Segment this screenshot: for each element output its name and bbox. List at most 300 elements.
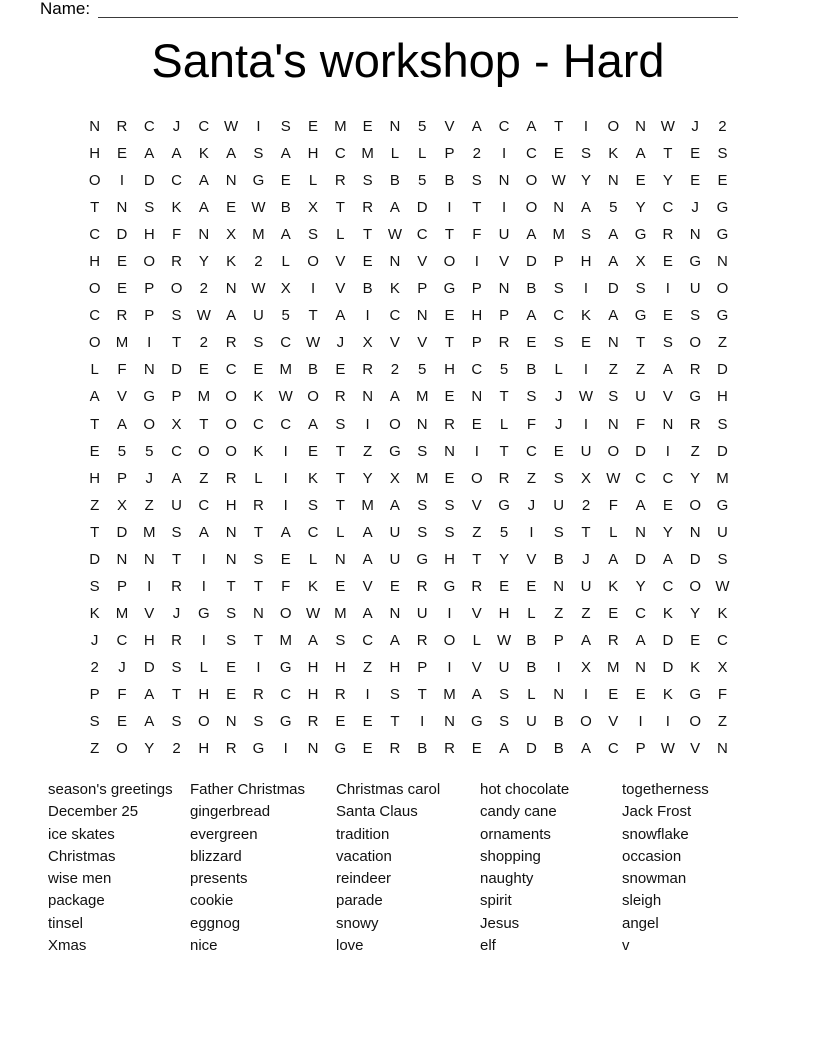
grid-cell: W xyxy=(251,280,266,298)
grid-cell: S xyxy=(580,145,591,163)
grid-cell: S xyxy=(608,388,619,406)
grid-cell: E xyxy=(389,577,400,595)
grid-cell: W xyxy=(278,388,293,406)
grid-cell: O xyxy=(443,631,456,649)
word-list-item: cookie xyxy=(190,892,234,910)
grid-cell: T xyxy=(335,496,345,514)
grid-cell: S xyxy=(553,280,564,298)
grid-cell: G xyxy=(334,740,347,758)
grid-cell: I xyxy=(447,658,452,676)
grid-cell: C xyxy=(635,604,646,622)
grid-cell: F xyxy=(526,415,536,433)
grid-cell: D xyxy=(89,550,101,568)
grid-cell: H xyxy=(307,145,319,163)
grid-cell: M xyxy=(142,523,156,541)
grid-cell: U xyxy=(416,604,428,622)
grid-cell: N xyxy=(635,523,646,541)
word-list-item: Santa Claus xyxy=(336,803,418,821)
grid-cell: K xyxy=(389,280,400,298)
grid-cell: L xyxy=(390,145,400,163)
grid-cell: A xyxy=(526,118,537,136)
grid-cell: Z xyxy=(144,496,154,514)
grid-cell: U xyxy=(580,442,592,460)
grid-cell: H xyxy=(444,361,455,379)
grid-cell: V xyxy=(417,253,428,271)
grid-cell: A xyxy=(198,172,209,190)
grid-cell: T xyxy=(253,523,264,541)
grid-cell: I xyxy=(556,658,561,676)
grid-cell: F xyxy=(171,226,182,244)
grid-cell: R xyxy=(334,388,346,406)
grid-cell: O xyxy=(307,253,319,271)
grid-cell: 2 xyxy=(199,334,208,352)
grid-cell: Z xyxy=(90,496,100,514)
grid-cell: N xyxy=(607,334,619,352)
grid-cell: E xyxy=(526,577,537,595)
grid-cell: K xyxy=(89,604,100,622)
grid-cell: D xyxy=(143,658,155,676)
grid-cell: P xyxy=(144,280,155,298)
grid-cell: M xyxy=(115,604,129,622)
grid-cell: A xyxy=(526,226,537,244)
grid-cell: S xyxy=(417,523,428,541)
grid-cell: O xyxy=(88,334,101,352)
grid-cell: I xyxy=(583,686,589,703)
grid-cell: D xyxy=(116,226,128,244)
grid-cell: S xyxy=(253,713,264,731)
grid-cell: K xyxy=(717,604,728,622)
grid-cell: Z xyxy=(90,740,100,758)
grid-cell: A xyxy=(171,145,182,163)
grid-cell: N xyxy=(607,172,619,190)
grid-cell: H xyxy=(717,388,728,406)
grid-cell: 5 xyxy=(418,172,427,190)
grid-cell: C xyxy=(416,226,428,244)
grid-cell: E xyxy=(526,334,537,352)
grid-cell: A xyxy=(662,361,673,379)
grid-cell: T xyxy=(90,199,100,217)
grid-cell: C xyxy=(198,118,210,136)
grid-cell: W xyxy=(660,740,675,758)
grid-cell: R xyxy=(225,334,237,352)
grid-cell: E xyxy=(471,415,482,433)
grid-cell: H xyxy=(307,686,319,703)
grid-cell: E xyxy=(690,145,701,163)
grid-cell: R xyxy=(225,469,237,487)
grid-cell: M xyxy=(115,334,129,352)
grid-cell: L xyxy=(609,523,618,541)
grid-cell: H xyxy=(471,307,483,325)
word-list-column-3 xyxy=(336,779,440,957)
grid-cell: O xyxy=(443,253,456,271)
grid-cell: E xyxy=(308,118,319,136)
grid-cell: A xyxy=(389,631,400,649)
grid-cell: W xyxy=(196,307,211,325)
grid-cell: G xyxy=(279,713,292,731)
grid-cell: L xyxy=(418,145,427,163)
grid-cell: C xyxy=(334,145,346,163)
grid-cell: H xyxy=(198,686,210,703)
grid-cell: A xyxy=(662,550,673,568)
grid-cell: S xyxy=(635,280,646,298)
grid-cell: G xyxy=(716,226,729,244)
grid-cell: E xyxy=(226,658,237,676)
grid-cell: G xyxy=(252,740,265,758)
grid-cell: E xyxy=(444,388,455,406)
grid-cell: C xyxy=(307,523,319,541)
grid-cell: O xyxy=(689,713,702,731)
grid-cell: V xyxy=(335,280,346,298)
grid-cell: R xyxy=(471,577,483,595)
grid-cell: E xyxy=(362,118,373,136)
grid-cell: M xyxy=(279,631,292,649)
grid-cell: E xyxy=(89,442,100,460)
grid-cell: S xyxy=(171,523,182,541)
grid-cell: D xyxy=(662,658,674,676)
grid-cell: M xyxy=(361,496,374,514)
grid-cell: S xyxy=(89,713,100,731)
grid-cell: O xyxy=(225,415,237,433)
grid-cell: F xyxy=(117,361,127,379)
grid-cell: D xyxy=(116,523,128,541)
grid-cell: U xyxy=(498,226,510,244)
grid-cell: L xyxy=(527,604,536,622)
grid-cell: O xyxy=(279,604,292,622)
grid-cell: W xyxy=(224,118,239,136)
grid-cell: I xyxy=(310,280,316,298)
grid-cell: T xyxy=(335,442,345,460)
grid-cell: A xyxy=(471,686,482,703)
grid-cell: P xyxy=(417,280,428,298)
grid-cell: D xyxy=(717,361,728,379)
grid-cell: K xyxy=(171,199,182,217)
grid-cell: N xyxy=(689,226,701,244)
grid-cell: P xyxy=(553,253,564,271)
grid-cell: E xyxy=(280,550,291,568)
grid-cell: O xyxy=(607,118,620,136)
grid-cell: E xyxy=(362,253,373,271)
grid-cell: 5 xyxy=(609,199,618,217)
grid-cell: E xyxy=(608,604,619,622)
grid-cell: C xyxy=(607,740,619,758)
grid-cell: G xyxy=(389,442,401,460)
grid-cell: N xyxy=(717,253,728,271)
grid-cell: T xyxy=(253,577,264,595)
grid-cell: Z xyxy=(717,334,728,352)
grid-cell: S xyxy=(417,496,428,514)
grid-cell: R xyxy=(662,226,674,244)
grid-cell: R xyxy=(116,307,128,325)
grid-cell: B xyxy=(389,172,400,190)
word-list-item: occasion xyxy=(622,847,682,865)
grid-cell: R xyxy=(389,740,401,758)
grid-cell: S xyxy=(580,226,591,244)
grid-cell: 2 xyxy=(581,496,591,514)
grid-cell: P xyxy=(89,686,100,703)
grid-cell: I xyxy=(502,145,507,163)
grid-cell: C xyxy=(498,118,510,136)
grid-cell: S xyxy=(444,496,455,514)
grid-cell: B xyxy=(417,740,428,758)
name-label: Name: xyxy=(40,0,91,18)
grid-cell: T xyxy=(663,145,673,163)
grid-cell: R xyxy=(444,740,455,758)
grid-cell: N xyxy=(416,415,428,433)
grid-cell: I xyxy=(201,631,206,649)
grid-cell: T xyxy=(90,415,100,433)
word-list-item: love xyxy=(336,937,364,955)
grid-cell: V xyxy=(444,118,455,136)
grid-cell: P xyxy=(116,469,127,487)
grid-cell: A xyxy=(608,253,619,271)
grid-cell: C xyxy=(198,496,210,514)
grid-cell: S xyxy=(553,523,564,541)
grid-cell: N xyxy=(607,415,619,433)
grid-cell: A xyxy=(580,199,591,217)
grid-cell: J xyxy=(582,550,590,568)
grid-cell: X xyxy=(226,226,237,244)
grid-cell: Y xyxy=(198,253,209,271)
grid-cell: M xyxy=(197,388,211,406)
grid-cell: S xyxy=(717,550,728,568)
grid-cell: I xyxy=(283,740,288,758)
grid-cell: G xyxy=(716,307,729,325)
grid-cell: G xyxy=(252,172,265,190)
grid-cell: J xyxy=(554,415,563,433)
grid-cell: C xyxy=(253,415,264,433)
grid-cell: T xyxy=(90,523,100,541)
word-list-item: naughty xyxy=(480,870,534,888)
grid-cell: N xyxy=(116,550,128,568)
grid-cell: T xyxy=(554,118,564,136)
grid-cell: V xyxy=(362,577,373,595)
grid-cell: B xyxy=(526,280,537,298)
grid-cell: W xyxy=(305,604,321,622)
grid-cell: H xyxy=(389,658,401,676)
grid-cell: X xyxy=(171,415,182,433)
grid-cell: B xyxy=(553,740,564,758)
grid-cell: Z xyxy=(717,713,728,731)
grid-cell: S xyxy=(471,172,482,190)
grid-cell: K xyxy=(580,307,591,325)
grid-cell: B xyxy=(526,361,537,379)
word-list-item: December 25 xyxy=(48,803,139,821)
grid-cell: Y xyxy=(662,172,673,190)
grid-cell: W xyxy=(578,388,594,406)
grid-cell: 2 xyxy=(472,145,481,163)
grid-cell: M xyxy=(279,361,292,379)
grid-cell: I xyxy=(119,172,125,190)
grid-cell: S xyxy=(253,550,264,568)
grid-cell: M xyxy=(716,469,729,487)
grid-cell: R xyxy=(334,172,346,190)
grid-cell: R xyxy=(689,415,701,433)
grid-cell: D xyxy=(416,199,428,217)
grid-cell: Z xyxy=(199,469,209,487)
grid-cell: A xyxy=(308,415,319,433)
grid-cell: U xyxy=(635,388,646,406)
grid-cell: L xyxy=(336,226,345,244)
grid-cell: U xyxy=(389,523,401,541)
grid-cell: N xyxy=(198,226,210,244)
grid-cell: 5 xyxy=(281,307,290,325)
grid-cell: W xyxy=(387,226,402,244)
grid-cell: A xyxy=(389,388,400,406)
grid-cell: C xyxy=(225,361,237,379)
word-search-grid xyxy=(81,113,736,762)
grid-cell: U xyxy=(253,307,264,325)
grid-cell: E xyxy=(198,361,209,379)
grid-cell: S xyxy=(717,145,728,163)
grid-cell: S xyxy=(389,686,400,703)
grid-cell: A xyxy=(362,523,373,541)
grid-cell: Y xyxy=(662,523,673,541)
grid-cell: O xyxy=(716,280,729,298)
word-list-item: candy cane xyxy=(480,803,557,821)
grid-cell: E xyxy=(444,307,455,325)
grid-cell: E xyxy=(226,686,237,703)
grid-cell: A xyxy=(198,523,209,541)
grid-cell: S xyxy=(171,713,182,731)
grid-cell: S xyxy=(499,686,510,703)
grid-cell: L xyxy=(472,631,481,649)
grid-cell: H xyxy=(89,469,101,487)
grid-cell: S xyxy=(444,523,455,541)
page-title: Santa's workshop - Hard xyxy=(151,34,665,87)
grid-cell: P xyxy=(635,740,646,758)
grid-cell: 5 xyxy=(418,361,427,379)
grid-cell: A xyxy=(471,118,482,136)
grid-cell: C xyxy=(362,631,374,649)
grid-cell: N xyxy=(416,307,428,325)
grid-cell: T xyxy=(363,226,373,244)
grid-cell: P xyxy=(471,280,482,298)
grid-cell: D xyxy=(607,280,619,298)
word-list-item: snowflake xyxy=(622,825,689,843)
grid-cell: S xyxy=(553,334,564,352)
grid-cell: A xyxy=(362,604,373,622)
grid-cell: Z xyxy=(363,442,373,460)
grid-cell: B xyxy=(444,172,455,190)
grid-cell: O xyxy=(225,388,237,406)
grid-cell: O xyxy=(88,280,101,298)
grid-cell: V xyxy=(662,388,673,406)
grid-cell: R xyxy=(607,631,619,649)
grid-cell: A xyxy=(526,307,537,325)
grid-cell: D xyxy=(525,253,537,271)
grid-cell: B xyxy=(362,280,373,298)
grid-cell: T xyxy=(390,713,400,731)
grid-cell: N xyxy=(334,550,346,568)
grid-cell: E xyxy=(717,172,728,190)
grid-cell: P xyxy=(553,631,564,649)
grid-cell: Y xyxy=(499,550,510,568)
grid-cell: U xyxy=(389,550,401,568)
grid-cell: S xyxy=(499,713,510,731)
grid-cell: K xyxy=(226,253,237,271)
grid-cell: I xyxy=(365,686,370,703)
grid-cell: P xyxy=(171,388,182,406)
grid-cell: B xyxy=(526,658,537,676)
grid-cell: T xyxy=(226,577,236,595)
grid-cell: O xyxy=(389,415,401,433)
grid-cell: E xyxy=(499,577,510,595)
grid-cell: S xyxy=(89,577,100,595)
grid-cell: Y xyxy=(635,577,646,595)
grid-cell: H xyxy=(580,253,592,271)
grid-cell: E xyxy=(335,361,346,379)
grid-cell: O xyxy=(470,469,483,487)
grid-cell: Y xyxy=(144,740,155,758)
word-list-item: blizzard xyxy=(190,847,242,865)
grid-cell: P xyxy=(471,334,482,352)
grid-cell: X xyxy=(635,253,646,271)
grid-cell: M xyxy=(252,226,265,244)
word-list-item: gingerbread xyxy=(190,803,271,821)
grid-cell: Z xyxy=(526,469,536,487)
grid-cell: N xyxy=(225,172,237,190)
grid-cell: A xyxy=(389,496,400,514)
grid-cell: D xyxy=(662,631,674,649)
grid-cell: V xyxy=(116,388,127,406)
word-list-item: vacation xyxy=(336,847,392,865)
grid-cell: G xyxy=(689,686,702,703)
word-list-item: nice xyxy=(190,937,218,955)
grid-cell: I xyxy=(201,577,206,595)
grid-cell: 5 xyxy=(145,442,154,460)
grid-cell: I xyxy=(256,118,261,136)
grid-cell: A xyxy=(389,199,400,217)
grid-cell: X xyxy=(280,280,291,298)
word-list-item: wise men xyxy=(48,870,112,888)
grid-cell: E xyxy=(335,713,346,731)
word-list-item: Jack Frost xyxy=(622,803,692,821)
word-list-item: package xyxy=(48,892,105,910)
grid-cell: N xyxy=(225,713,237,731)
grid-cell: M xyxy=(415,469,429,487)
grid-cell: 2 xyxy=(390,361,400,379)
grid-cell: E xyxy=(690,172,701,190)
grid-cell: P xyxy=(444,145,455,163)
grid-cell: 2 xyxy=(718,118,727,136)
word-list-item: eggnog xyxy=(190,914,241,932)
grid-cell: D xyxy=(171,361,182,379)
grid-cell: J xyxy=(691,118,699,136)
grid-cell: H xyxy=(498,604,510,622)
grid-cell: 2 xyxy=(172,740,181,758)
grid-cell: H xyxy=(89,145,101,163)
grid-cell: D xyxy=(525,740,537,758)
grid-cell: C xyxy=(635,469,646,487)
grid-cell: T xyxy=(444,226,455,244)
grid-cell: T xyxy=(171,334,182,352)
word-list xyxy=(0,779,816,969)
grid-cell: H xyxy=(143,226,155,244)
grid-cell: D xyxy=(635,442,646,460)
grid-cell: C xyxy=(662,577,674,595)
grid-cell: H xyxy=(198,740,210,758)
grid-cell: W xyxy=(497,631,512,649)
grid-cell: U xyxy=(717,523,728,541)
grid-cell: L xyxy=(254,469,263,487)
grid-cell: O xyxy=(307,388,319,406)
grid-cell: U xyxy=(580,577,592,595)
grid-cell: Z xyxy=(472,523,482,541)
grid-cell: S xyxy=(717,415,728,433)
grid-cell: I xyxy=(256,658,261,676)
grid-cell: A xyxy=(580,740,591,758)
grid-cell: A xyxy=(226,307,237,325)
